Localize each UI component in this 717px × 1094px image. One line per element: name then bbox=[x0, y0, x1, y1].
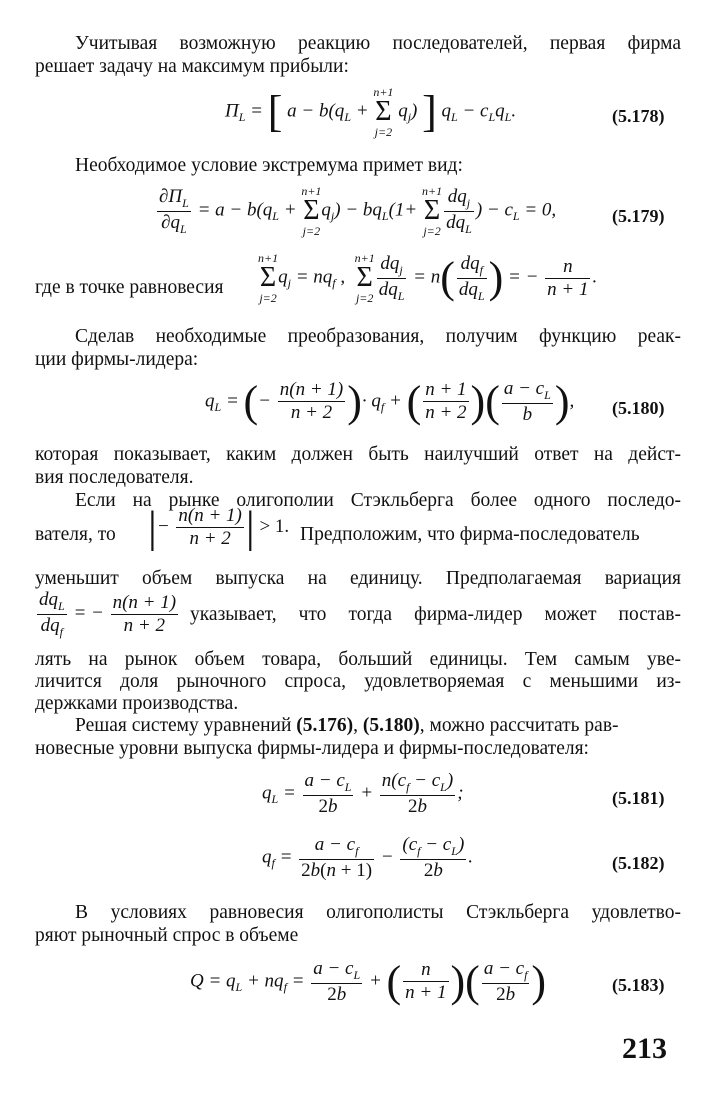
equation-5-182: $q_f$ = $\frac{a - c_f}{2b(n + 1)}$ − $\frac{(c_f - c_L)}{2b}$ . bbox=[262, 834, 474, 881]
equation-number-5-181: (5.181) bbox=[612, 788, 665, 808]
equation-number-5-183: (5.183) bbox=[612, 975, 665, 995]
equation-5-178: $П_L$ = [ $a - b(q_L$ + n+1 Σ j=2 $q_j$) ] $q_L - c_Lq_L$. bbox=[225, 85, 517, 139]
equation-ref-5-176: (5.176) bbox=[296, 715, 354, 736]
para4-line2: ции фирмы-лидера: bbox=[35, 349, 199, 370]
para6-line3: уменьшит объем выпуска на единицу. Предполагаемая вариация bbox=[35, 568, 681, 589]
para6-line6: личится доля рыночного спроса, удовлетворяемая с меньшими из- bbox=[35, 671, 681, 692]
para6-line7: держками производства. bbox=[35, 693, 239, 714]
equation-number-5-178: (5.178) bbox=[612, 106, 665, 126]
para7-text-c: , можно рассчитать рав- bbox=[419, 715, 619, 736]
para6-line4b: указывает, что тогда фирма-лидер может постав- bbox=[190, 604, 681, 625]
para6-line2a: вателя, то bbox=[35, 524, 116, 545]
equation-5-181: $q_L$ = $\frac{a - c_L}{2b}$ + $\frac{n(c_f - c_L)}{2b}$ ; bbox=[262, 770, 464, 817]
equation-5-179: $\frac{\partial П_L}{\partial q_L}$ = $a - b(q_L$ + n+1 Σ j=2 $q_j) - bq_L(1+$ n+1 Σ j=2 $\frac{dq_j}{dq_L}$ ) − $c_L = 0$, bbox=[159, 184, 557, 238]
para1-line2: решает задачу на максимум прибыли: bbox=[35, 56, 349, 77]
equation-ref-5-180: (5.180) bbox=[362, 715, 420, 736]
para7-line1 bbox=[75, 714, 619, 738]
para5-line1: которая показывает, каким должен быть наилучший ответ на дейст- bbox=[35, 444, 681, 465]
para3-lead: где в точке равновесия bbox=[35, 277, 224, 298]
para7-text-a: Решая систему уравнений bbox=[75, 715, 292, 736]
para1-line1: Учитывая возможную реакцию последователей, первая фирма bbox=[75, 33, 681, 54]
para6-line5: лять на рынок объем товара, больший единицы. Тем самым уве- bbox=[35, 649, 681, 670]
para8-line2: ряют рыночный спрос в объеме bbox=[35, 925, 299, 946]
equilibrium-conditions: n+1 Σ j=2 $q_j = nq_f$ , n+1 Σ j=2 $\frac{dq_j}{dq_L}$ = n( $\frac{dq_f}{dq_L}$ ) = − $\frac{n}{n + 1}$ . bbox=[258, 251, 598, 305]
equation-number-5-179: (5.179) bbox=[612, 206, 665, 226]
abs-inequality: |− $\frac{n(n + 1)}{n + 2}$ | > 1. bbox=[148, 502, 290, 552]
para8-line1: В условиях равновесия олигополисты Стэкльберга удовлетво- bbox=[75, 902, 681, 923]
conjectural-variation: $\frac{dq_L}{dq_f}$ = − $\frac{n(n + 1)}{n + 2}$ bbox=[39, 589, 177, 639]
equation-5-183: $Q = q_L + nq_f$ = $\frac{a - c_L}{2b}$ + ( $\frac{n}{n + 1}$ )( $\frac{a - c_f}{2b}$ ) bbox=[190, 956, 547, 1006]
para4-line1: Сделав необходимые преобразования, получим функцию реак- bbox=[75, 326, 681, 347]
para5-line2: вия последователя. bbox=[35, 467, 194, 488]
para6-line2b: Предположим, что фирма-последователь bbox=[300, 524, 640, 545]
para2-line1: Необходимое условие экстремума примет вид: bbox=[75, 155, 463, 176]
para7-line2: новесные уровни выпуска фирмы-лидера и фирмы-последователя: bbox=[35, 738, 589, 759]
equation-5-180: $q_L$ = (− $\frac{n(n + 1)}{n + 2}$ )· $q_f$ + ( $\frac{n + 1}{n + 2}$ )( $\frac{a - c_L}{b}$ ), bbox=[205, 376, 575, 426]
para6-line1: Если на рынке олигополии Стэкльберга более одного последо- bbox=[75, 490, 681, 511]
equation-number-5-182: (5.182) bbox=[612, 853, 665, 873]
para7-comma: , bbox=[353, 715, 359, 736]
equation-number-5-180: (5.180) bbox=[612, 398, 665, 418]
page-number: 213 bbox=[622, 1032, 667, 1065]
